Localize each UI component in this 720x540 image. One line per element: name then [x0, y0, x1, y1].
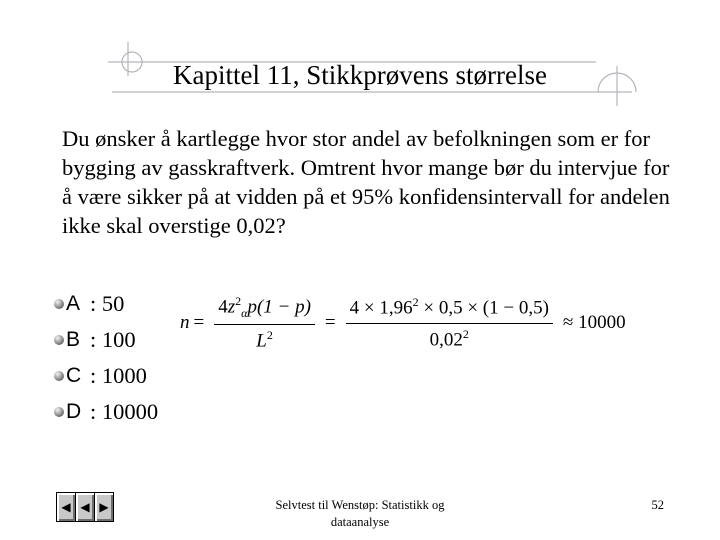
numeric-rest: × 0,5 × (1 − 0,5) — [418, 297, 549, 319]
option-letter: C — [66, 364, 82, 387]
option-value: : 10000 — [90, 399, 159, 424]
footer-line-2: dataanalyse — [330, 515, 390, 529]
numeric-width-exponent: 2 — [462, 326, 469, 341]
coef: 4 — [218, 296, 228, 318]
numeric-exponent: 2 — [412, 295, 419, 310]
formula-equals: = — [193, 312, 205, 334]
width-exponent: 2 — [266, 328, 273, 343]
previous-slide-button[interactable]: ◀ — [76, 493, 95, 521]
z-exponent: 2 — [235, 294, 242, 308]
fraction-numerator — [346, 295, 553, 323]
width-symbol: L — [256, 330, 267, 352]
bullet-icon — [54, 299, 64, 309]
footer-line-1: Selvtest til Wenstøp: Statistikk og — [275, 498, 445, 512]
proportion-term: p(1 − p) — [247, 296, 311, 318]
fraction-numerator — [214, 294, 315, 325]
slide-navigation — [56, 492, 114, 522]
footer-text — [230, 497, 490, 531]
formula-fraction-numeric — [346, 295, 553, 351]
fraction-denominator — [426, 324, 473, 351]
numeric-term: 4 × 1,96 — [349, 297, 413, 319]
z-symbol: z — [227, 296, 236, 318]
option-letter: D — [66, 400, 82, 423]
slide-title: Kapittel 11, Stikkprøvens størrelse — [173, 60, 547, 90]
question-text: Du ønsker å kartlegge hvor stor andel av befolkningen som er for bygging av gasskraftverk. Omtrent hvor mange bør du intervjue for å være sikker på at vidden på et 95% konfidensintervall for andelen ikke skal overstige 0,02? — [62, 126, 670, 238]
numeric-width: 0,02 — [429, 329, 463, 351]
answer-options — [54, 286, 158, 430]
option-value: : 50 — [90, 291, 125, 316]
option-value: : 100 — [90, 327, 136, 352]
option-letter: B — [66, 328, 81, 351]
first-slide-button[interactable]: ◀ — [57, 493, 76, 521]
bullet-icon — [54, 371, 64, 381]
fraction-denominator — [252, 325, 277, 352]
option-b[interactable] — [54, 322, 158, 358]
bullet-icon — [54, 335, 64, 345]
bullet-icon — [54, 407, 64, 417]
formula-fraction-general — [214, 294, 315, 352]
formula-equals: = — [324, 312, 336, 334]
slide-number: 52 — [651, 498, 664, 512]
option-c[interactable] — [54, 358, 158, 394]
option-value: : 1000 — [90, 363, 147, 388]
formula-lhs: n — [180, 312, 190, 334]
next-slide-button[interactable]: ▶ — [95, 493, 113, 521]
z-subscript: α — [241, 306, 248, 321]
sample-size-formula — [180, 294, 630, 352]
option-letter: A — [66, 292, 81, 315]
formula-result: ≈ 10000 — [562, 312, 626, 334]
option-a[interactable] — [54, 286, 158, 322]
option-d[interactable] — [54, 394, 158, 430]
